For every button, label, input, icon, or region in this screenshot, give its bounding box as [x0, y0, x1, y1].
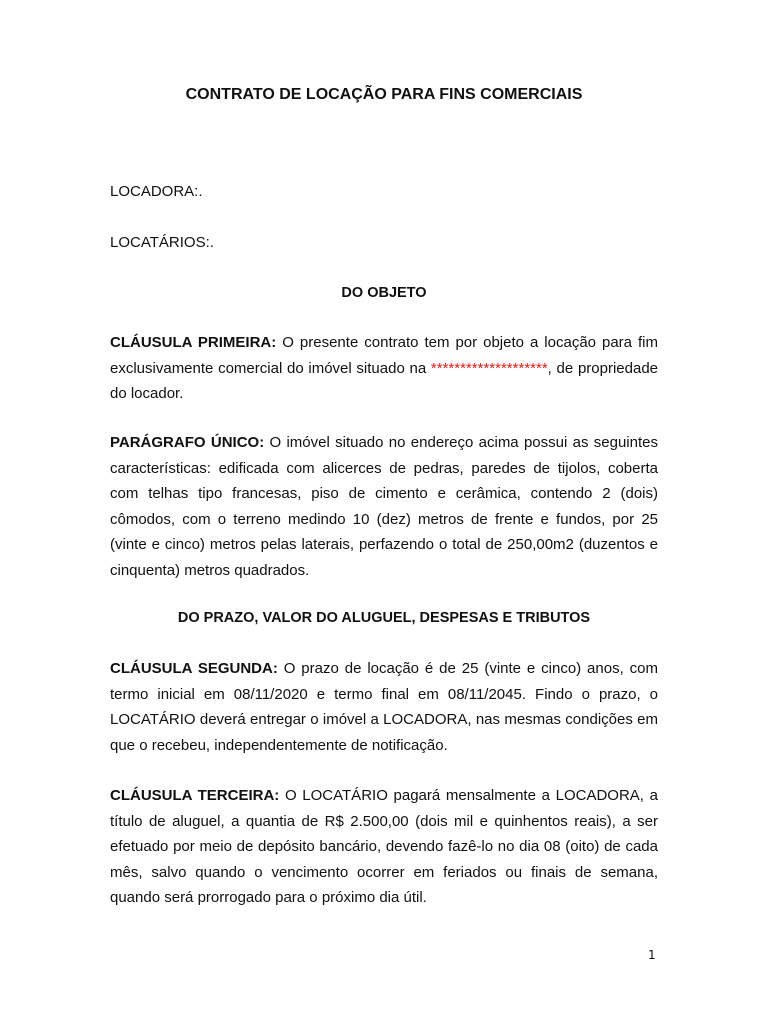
clause-third [110, 783, 658, 911]
clause-third-label: CLÁUSULA TERCEIRA: [110, 787, 280, 804]
section-heading-objeto: DO OBJETO [341, 285, 427, 301]
paragraph-unique [110, 430, 658, 583]
locadora-label: LOCADORA:. [110, 183, 203, 200]
clause-second-label: CLÁUSULA SEGUNDA: [110, 660, 278, 677]
paragraph-unique-text: O imóvel situado no endereço acima possui as seguintes características: edificada com alicerces de pedras, paredes de tijolos, coberta com telhas tipo francesas, piso de cimento e cerâmica, contendo 2 (dois) cômodos, com o terreno medindo 10 (dez) metros de frente e fundos, por 25 (vinte e cinco) metros pelas laterais, perfazendo o total de 250,00m2 (duzentos e cinquenta) metros quadrados. [110, 434, 658, 579]
locatarios-label: LOCATÁRIOS:. [110, 234, 214, 251]
redacted-address: ******************** [430, 359, 548, 377]
clause-first-text-before: O presente contrato tem por objeto a locação para fim exclusivamente comercial do imóvel situado na [110, 334, 659, 377]
clause-first-text-after: , de propriedade do locador. [110, 359, 659, 402]
document-title: CONTRATO DE LOCAÇÃO PARA FINS COMERCIAIS [185, 86, 583, 103]
page-number: 1 [648, 948, 656, 962]
section-heading-prazo: DO PRAZO, VALOR DO ALUGUEL, DESPESAS E TRIBUTOS [177, 610, 591, 626]
clause-second [110, 656, 658, 758]
clause-first-label: CLÁUSULA PRIMEIRA: [110, 334, 277, 351]
clause-second-text: O prazo de locação é de 25 (vinte e cinco) anos, com termo inicial em 08/11/2020 e termo final em 08/11/2045. Findo o prazo, o LOCATÁRIO deverá entregar o imóvel a LOCADORA, nas mesmas condições em que o recebeu, independentemente de notificação. [110, 660, 658, 754]
clause-first [110, 330, 658, 407]
clause-third-text: O LOCATÁRIO pagará mensalmente a LOCADORA, a título de aluguel, a quantia de R$ 2.500,00 (dois mil e quinhentos reais), a ser efetuado por meio de depósito bancário, devendo fazê-lo no dia 08 (oito) de cada mês, salvo quando o vencimento ocorrer em feriados ou finais de semana, quando será prorrogado para o próximo dia útil. [110, 787, 658, 906]
paragraph-unique-label: PARÁGRAFO ÚNICO: [110, 434, 265, 451]
